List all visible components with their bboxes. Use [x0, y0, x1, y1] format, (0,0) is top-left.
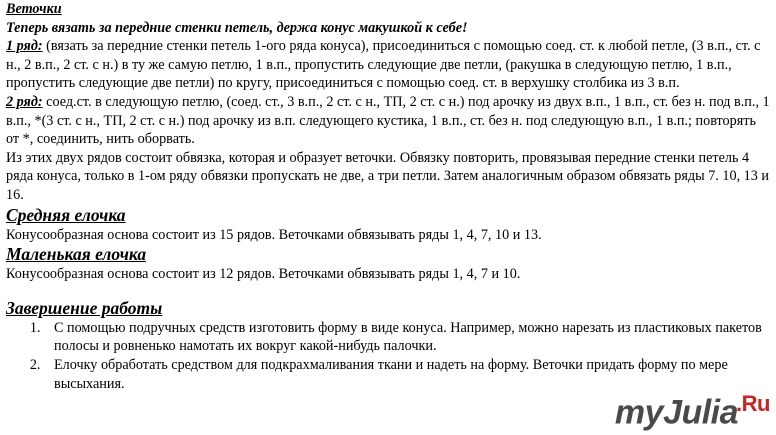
row-2-paragraph [6, 93, 772, 149]
row-1-text: (вязать за передние стенки петель 1-ого ряда конуса), присоединиться с помощью соед. ст. к любой петле, (3 в.п., ст. с н., 2 в.п., 2 ст. с н.) в ту же самую петлю, 1 в.п., пропустить следующие две петли, (ракушка в следующую петлю, 1 в.п., пропустить следующие две петли) по кругу, присоединиться с помощью соед. ст. в верхушку столбика из 3 в.п. [6, 38, 761, 92]
row-2-text: соед.ст. в следующую петлю, (соед. ст., 3 в.п., 2 ст. с н., ТП, 2 ст. с н.) под арочку из двух в.п., 1 в.п., ст. без н. под в.п., 1 в.п., *(3 ст. с н., ТП, 2 ст. с н.) под арочку из в.п. следующего кустика, 1 в.п., ст. без н. под следующую в.п., 1 в.п.; повторять от *, соединить, нить оборвать. [6, 93, 770, 148]
watermark-suffix: .Ru [736, 390, 770, 416]
small-text: Конусообразная основа состоит из 12 рядов. Веточками обвязывать ряды 1, 4, 7 и 10. [6, 266, 521, 283]
section-title-medium: Средняя елочка [6, 204, 126, 225]
row-2-label: 2 ряд: [6, 93, 43, 110]
medium-text: Конусообразная основа состоит из 15 рядов. Веточками обвязывать ряды 1, 4, 7, 10 и 13. [6, 226, 542, 243]
list-item: 1. С помощью подручных средств изготовить форму в виде конуса. Например, можно нарезать из пластиковых пакетов полосы и ровненько намотать их вокруг какой-нибудь палочки. [44, 319, 772, 356]
document-body [6, 0, 772, 393]
finish-list [6, 319, 772, 393]
list-item: 2. Елочку обработать средством для подкрахмаливания ткани и надеть на форму. Веточки придать форму по мере высыхания. [44, 356, 772, 393]
watermark-text: myJulia [614, 393, 739, 431]
row-1-paragraph [6, 37, 772, 93]
watermark-logo [614, 390, 770, 431]
section-title-finish: Завершение работы [6, 297, 163, 318]
section-title-small: Маленькая елочка [6, 244, 147, 265]
row-1-label: 1 ряд: [6, 38, 43, 55]
intro-instruction: Теперь вязать за передние стенки петель, держа конус макушкой к себе! [6, 19, 468, 36]
spacer [6, 284, 772, 298]
section-note: Из этих двух рядов состоит обвязка, которая и образует веточки. Обвязку повторить, провязывая передние стенки петель 4 ряда конуса, только в 1-ом ряду обвязки пропускать не две, а три петли. Затем аналогичным образом обвязать ряды 7. 10, 13 и 16. [6, 149, 769, 203]
section-title-vetochki: Веточки [6, 1, 62, 17]
